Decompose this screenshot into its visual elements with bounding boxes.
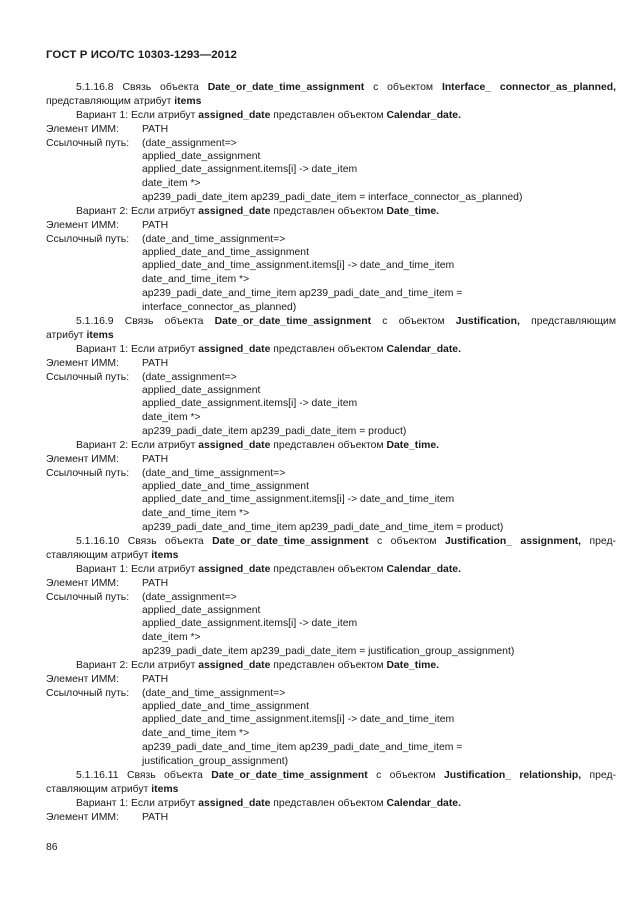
text-line: applied_date_and_time_assignment.items[i] -> date_and_time_item <box>142 260 455 271</box>
text-line: ap239_padi_date_and_time_item ap239_padi_date_and_time_item = <box>142 742 463 753</box>
text-line: applied_date_assignment.items[i] -> date_item <box>142 398 358 409</box>
text-line: justification_group_assignment) <box>142 756 289 767</box>
document-header: ГОСТ Р ИСО/ТС 10303-1293—2012 <box>46 49 237 61</box>
text-line: Элемент ИММ: PATH <box>46 812 169 823</box>
text-line: ap239_padi_date_and_time_item ap239_padi_date_and_time_item = <box>142 288 463 299</box>
text-line: date_and_time_item *> <box>142 728 250 739</box>
text-line: applied_date_and_time_assignment.items[i] -> date_and_time_item <box>142 714 455 725</box>
text-line: Ссылочный путь: (date_assignment=> <box>46 592 237 603</box>
text-line: ставляющим атрибут items <box>46 550 179 561</box>
text-line: applied_date_assignment <box>142 385 261 396</box>
text-line: Элемент ИММ: PATH <box>46 124 169 135</box>
text-line: Вариант 2: Если атрибут assigned_date представлен объектом Date_time. <box>76 660 440 671</box>
text-line: applied_date_and_time_assignment.items[i] -> date_and_time_item <box>142 494 455 505</box>
text-line: applied_date_and_time_assignment <box>142 481 309 492</box>
text-line: date_and_time_item *> <box>142 508 250 519</box>
text-line: Вариант 2: Если атрибут assigned_date представлен объектом Date_time. <box>76 440 440 451</box>
text-line: 5.1.16.9 Связь объекта Date_or_date_time_assignment с объектом Justification, представляющим <box>76 316 616 327</box>
text-line: interface_connector_as_planned) <box>142 302 297 313</box>
text-line: Элемент ИММ: PATH <box>46 220 169 231</box>
text-line: Ссылочный путь: (date_and_time_assignment=> <box>46 688 286 699</box>
text-line: представляющим атрибут items <box>46 96 202 107</box>
text-line: Элемент ИММ: PATH <box>46 674 169 685</box>
text-line: date_item *> <box>142 412 201 423</box>
text-line: Ссылочный путь: (date_and_time_assignment=> <box>46 234 286 245</box>
text-line: 5.1.16.8 Связь объекта Date_or_date_time_assignment с объектом Interface_ connector_as_planned, <box>76 82 616 93</box>
text-line: Вариант 1: Если атрибут assigned_date представлен объектом Calendar_date. <box>76 344 461 355</box>
text-line: Вариант 1: Если атрибут assigned_date представлен объектом Calendar_date. <box>76 110 461 121</box>
text-line: Элемент ИММ: PATH <box>46 358 169 369</box>
text-line: date_and_time_item *> <box>142 274 250 285</box>
text-line: ap239_padi_date_and_time_item ap239_padi_date_and_time_item = product) <box>142 522 504 533</box>
text-line: applied_date_and_time_assignment <box>142 247 309 258</box>
text-line: applied_date_assignment.items[i] -> date_item <box>142 618 358 629</box>
text-line: date_item *> <box>142 178 201 189</box>
text-line: applied_date_and_time_assignment <box>142 701 309 712</box>
text-line: applied_date_assignment <box>142 605 261 616</box>
text-line: Элемент ИММ: PATH <box>46 454 169 465</box>
text-line: Вариант 1: Если атрибут assigned_date представлен объектом Calendar_date. <box>76 564 461 575</box>
text-line: ap239_padi_date_item ap239_padi_date_item = product) <box>142 426 407 437</box>
text-line: Ссылочный путь: (date_assignment=> <box>46 372 237 383</box>
text-line: 5.1.16.10 Связь объекта Date_or_date_time_assignment с объектом Justification_ assignment, пред- <box>76 536 616 547</box>
text-line: атрибут items <box>46 330 114 341</box>
text-line: Ссылочный путь: (date_and_time_assignment=> <box>46 468 286 479</box>
text-line: Элемент ИММ: PATH <box>46 578 169 589</box>
text-line: ap239_padi_date_item ap239_padi_date_item = justification_group_assignment) <box>142 646 515 657</box>
text-line: date_item *> <box>142 632 201 643</box>
text-line: applied_date_assignment.items[i] -> date_item <box>142 164 358 175</box>
text-line: Ссылочный путь: (date_assignment=> <box>46 138 237 149</box>
page-number: 86 <box>46 842 58 853</box>
text-line: applied_date_assignment <box>142 151 261 162</box>
text-line: Вариант 2: Если атрибут assigned_date представлен объектом Date_time. <box>76 206 440 217</box>
text-line: Вариант 1: Если атрибут assigned_date представлен объектом Calendar_date. <box>76 798 461 809</box>
text-line: ставляющим атрибут items <box>46 784 179 795</box>
text-line: ap239_padi_date_item ap239_padi_date_item = interface_connector_as_planned) <box>142 192 523 203</box>
text-line: 5.1.16.11 Связь объекта Date_or_date_time_assignment с объектом Justification_ relationship, пред- <box>76 770 616 781</box>
